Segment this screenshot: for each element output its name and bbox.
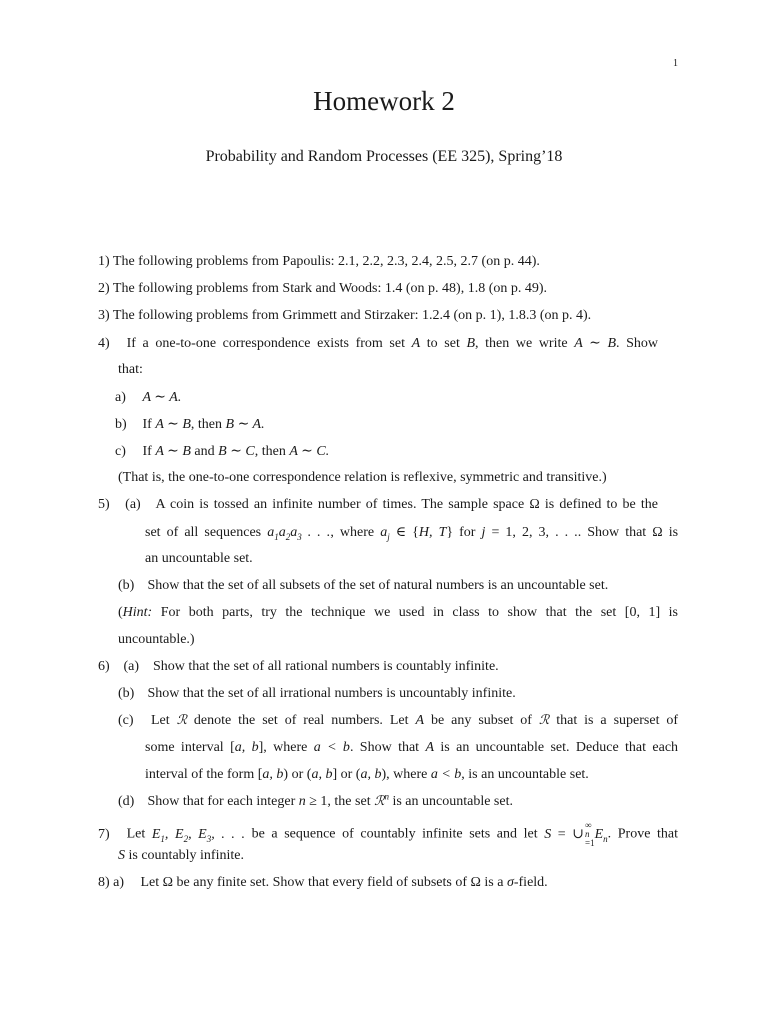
problem-6c-text: . Show that — [349, 740, 420, 755]
problem-6c-text: is an uncountable set. Deduce that each — [440, 740, 679, 755]
problem-6c-text: some interval — [145, 740, 224, 755]
problem-6c-text: Let — [150, 713, 170, 728]
hint-paren: ( — [118, 605, 123, 620]
problem-6a — [98, 659, 499, 675]
problem-6d-text: is an uncountable set. — [392, 794, 513, 809]
problem-7-text: . Prove that — [607, 826, 678, 842]
problem-4-text: to set — [426, 336, 460, 351]
problem-6a-text: Show that the set of all rational numbers is countably infinite. — [153, 659, 499, 674]
problem-5a-text: for — [459, 525, 476, 540]
problem-6d-text: , the set — [327, 794, 371, 809]
problem-5a-label: (a) — [125, 497, 141, 512]
problem-6c-text: interval of the form — [145, 767, 255, 782]
problem-4-cont: that: — [118, 362, 143, 377]
problem-6b-label: (b) — [118, 686, 135, 701]
problem-4-note: (That is, the one-to-one correspondence relation is reflexive, symmetric and transitive.) — [118, 470, 607, 485]
problem-5a-text: set of all sequences — [145, 525, 262, 540]
problem-4-text: . Show — [616, 336, 659, 351]
problem-6d-label: (d) — [118, 794, 135, 809]
problem-6d-text: Show that for each integer — [147, 794, 296, 809]
problem-8-label: 8) a) — [98, 875, 125, 890]
problem-6c-text: , where — [263, 740, 308, 755]
problem-4a-label: a) — [115, 390, 126, 405]
problem-6c-text: , is an uncountable set. — [461, 767, 589, 782]
problem-4c-text: and — [194, 444, 215, 459]
problem-4c-text: If — [142, 444, 152, 459]
problem-5a-text: , where — [330, 525, 375, 540]
problem-4: 4) If a one-to-one correspondence exists from set A to set B, then we write A ∼ B. Show — [98, 336, 659, 351]
document-title: Homework 2 — [313, 86, 455, 116]
problem-7-label: 7) — [98, 826, 110, 842]
problem-4b-text: If — [142, 417, 152, 432]
problem-4-label: 4) — [98, 336, 110, 351]
problem-5a-text: A coin is tossed an infinite number of times. The sample space Ω is defined to be the — [155, 497, 659, 512]
problem-4b — [115, 416, 265, 433]
problem-4a — [115, 389, 181, 406]
problem-6c-label: (c) — [118, 713, 134, 728]
problem-5a-line2: set of all sequences $a_1a_2a_3$ . . ., where $a_j$ ∈ {H, T} for j = 1, 2, 3, . . .. Show that Ω is — [145, 525, 679, 542]
problem-5b-label: (b) — [118, 578, 135, 593]
problem-6c-line2: some interval [a, b], where a < b. Show that A is an uncountable set. Deduce that each — [145, 740, 679, 755]
problem-6c: (c) Let ℛ denote the set of real numbers. Let A be any subset of ℛ that is a superset of — [118, 713, 679, 728]
problem-3: 3) The following problems from Grimmett and Stirzaker: 1.2.4 (on p. 1), 1.8.3 (on p. 4). — [98, 308, 592, 323]
problem-7-text: be a sequence of countably infinite sets and let — [251, 826, 538, 842]
problem-4c — [115, 443, 329, 460]
problem-6c-text: or — [340, 767, 353, 782]
problem-2: 2) The following problems from Stark and Woods: 1.4 (on p. 48), 1.8 (on p. 49). — [98, 281, 548, 296]
problem-5a-text: . Show that Ω is — [577, 525, 679, 540]
problem-4b-math: A ∼ B — [155, 417, 191, 432]
problem-6d: (d) Show that for each integer n ≥ 1, the set ℛ$^n$ is an uncountable set. — [118, 791, 513, 809]
problem-4-text: , then we write — [475, 336, 568, 351]
problem-5a-line3: an uncountable set. — [145, 551, 253, 566]
problem-8a-text: -field. — [513, 875, 548, 890]
problem-6c-text: or — [291, 767, 304, 782]
problem-5b — [118, 578, 608, 594]
problem-6b — [118, 686, 516, 702]
problem-4-text: If a one-to-one correspondence exists from set — [126, 336, 405, 351]
problem-6a-label: (a) — [123, 659, 140, 674]
problem-1: 1) The following problems from Papoulis: 2.1, 2.2, 2.3, 2.4, 2.5, 2.7 (on p. 44). — [98, 254, 540, 269]
problem-4b-label: b) — [115, 417, 127, 432]
problem-6-label: 6) — [98, 659, 110, 674]
problem-4b-text: , then — [190, 417, 223, 432]
problem-8a: 8) a) Let Ω be any finite set. Show that every field of subsets of Ω is a σ-field. — [98, 875, 548, 890]
problem-6b-text: Show that the set of all irrational numbers is uncountably infinite. — [147, 686, 516, 701]
problem-8a-text: Let Ω be any finite set. Show that every field of subsets of Ω is a — [140, 875, 504, 890]
problem-5-label: 5) — [98, 497, 110, 512]
problem-7-line2: S is countably infinite. — [118, 848, 244, 863]
problem-4c-math: B ∼ C — [218, 444, 255, 459]
problem-6c-text: be any subset of — [431, 713, 532, 728]
problem-4c-text: , then — [254, 444, 286, 459]
problem-5-hint — [118, 605, 678, 621]
hint-text: For both parts, try the technique we used in class to show that the set [0, 1] is — [160, 605, 678, 620]
problem-5-hint-cont: uncountable.) — [118, 632, 195, 647]
problem-7-text: is countably infinite. — [128, 848, 244, 863]
problem-4c-math: A ∼ B — [155, 444, 191, 459]
page-number: 1 — [673, 58, 678, 69]
problem-4c-math: A ∼ C. — [289, 444, 330, 459]
problem-7: 7) Let $E_1$, $E_2$, $E_3$, . . . be a sequence of countably infinite sets and let S = ∪ ∞ n =1 $E_n$. Prove that — [98, 820, 678, 848]
problem-6c-text: that is a superset of — [556, 713, 679, 728]
problem-4c-label: c) — [115, 444, 126, 459]
problem-4b-math: B ∼ A. — [225, 417, 265, 432]
problem-6c-text: denote the set of real numbers. Let — [193, 713, 409, 728]
problem-4a-math: A ∼ A. — [142, 390, 182, 405]
problem-5a — [98, 497, 658, 513]
hint-label: Hint: — [122, 605, 153, 620]
problem-6c-text: , where — [386, 767, 428, 782]
document-subtitle: Probability and Random Processes (EE 325), Spring’18 — [205, 148, 563, 165]
problem-6c-line3: interval of the form [a, b) or (a, b] or (a, b), where a < b, is an uncountable set. — [145, 767, 589, 782]
problem-5b-text: Show that the set of all subsets of the set of natural numbers is an uncountable set. — [147, 578, 609, 593]
problem-7-text: Let — [126, 826, 146, 842]
